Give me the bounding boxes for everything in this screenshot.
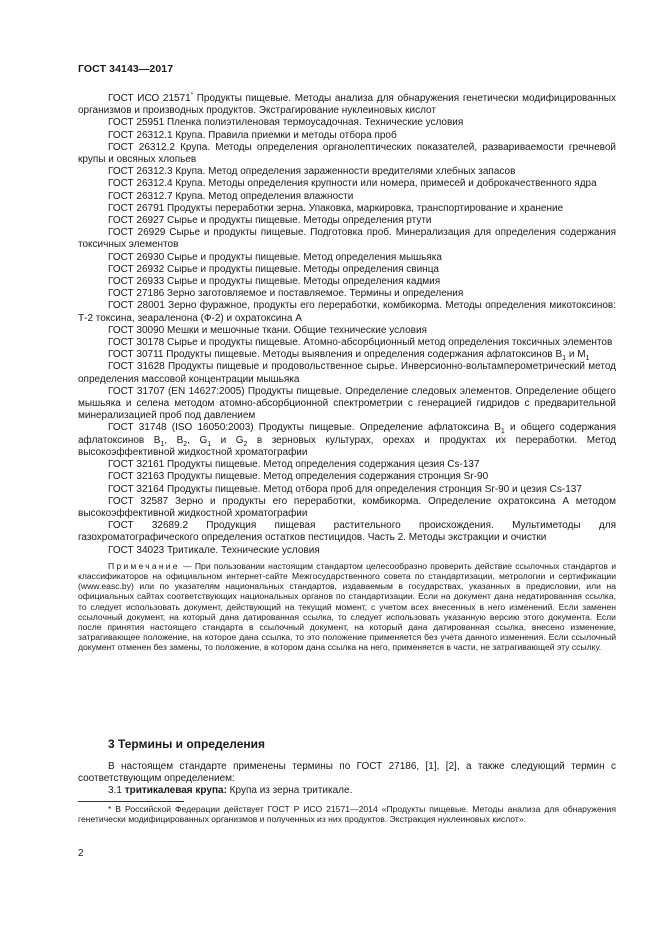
ref-item: ГОСТ 32689.2 Продукция пищевая растительного происхождения. Мультиметоды для газохроматографического определения остатков пестицидов. Часть 2. Методы экстракции и очистки xyxy=(78,520,616,544)
page-number: 2 xyxy=(78,848,84,859)
term-name: тритикалевая крупа: xyxy=(124,785,227,797)
ref-item: ГОСТ 30711 Продукты пищевые. Методы выявления и определения содержания афлатоксинов $B_1$ и $M_1$ xyxy=(108,349,590,363)
ref-item: ГОСТ 34023 Тритикале. Технические условия xyxy=(108,544,320,556)
ref-item: ГОСТ 26312.7 Крупа. Метод определения влажности xyxy=(108,190,354,202)
ref-item: ГОСТ 26312.1 Крупа. Правила приемки и методы отбора проб xyxy=(108,129,397,141)
ref-item: ГОСТ 26791 Продукты переработки зерна. Упаковка, маркировка, транспортирование и хранение xyxy=(108,202,564,214)
ref-item: ГОСТ 32164 Продукты пищевые. Метод отбора проб для определения стронция Sr-90 и цезия Cs-137 xyxy=(108,483,582,495)
ref-item: ГОСТ 25951 Пленка полиэтиленовая термоусадочная. Технические условия xyxy=(108,117,464,129)
ref-item: ГОСТ 26312.3 Крупа. Метод определения зараженности вредителями хлебных запасов xyxy=(108,166,516,178)
ref-item: ГОСТ 26312.4 Крупа. Методы определения крупности или номера, примесей и доброкачественного ядра xyxy=(108,178,597,190)
ref-item: ГОСТ 26933 Сырье и продукты пищевые. Методы определения кадмия xyxy=(108,276,441,288)
ref-item: ГОСТ 31707 (EN 14627:2005) Продукты пищевые. Определение следовых элементов. Определение общего мышьяка и селена методом атомно-абсорбционной спектрометрии с генерацией гидридов с предварительной минерализацией проб под давлением xyxy=(78,385,616,422)
ref-item: ГОСТ 26927 Сырье и продукты пищевые. Методы определения ртути xyxy=(108,215,432,227)
ref-item: ГОСТ 30090 Мешки и мешочные ткани. Общие технические условия xyxy=(108,324,427,336)
ref-item: ГОСТ 26932 Сырье и продукты пищевые. Методы определения свинца xyxy=(108,263,439,275)
ref-item: ГОСТ 26930 Сырье и продукты пищевые. Метод определения мышьяка xyxy=(108,251,442,263)
ref-item: ГОСТ 27186 Зерно заготовляемое и поставляемое. Термины и определения xyxy=(108,288,464,300)
ref-item: ГОСТ 30178 Сырье и продукты пищевые. Атомно-абсорбционный метод определения токсичных элементов xyxy=(108,337,613,349)
section-intro: В настоящем стандарте применены термины по ГОСТ 27186, [1], [2], а также следующий термин с соответствующим определением: xyxy=(78,761,616,785)
ref-item: ГОСТ 31748 (ISO 16050:2003) Продукты пищевые. Определение афлатоксина $B_1$ и общего содержания афлатоксинов $B_1$, $B_2$, $G_1$ и $G_2$ в зерновых культурах, орехах и продуктах их переработки. Метод высокоэффективной жидкостной хроматографии xyxy=(78,422,617,458)
note-text: — При пользовании настоящим стандартом целесообразно проверить действие ссылочных стандартов и классификаторов на официальном интернет-сайте Межгосударственного совета по стандартизации, метрологии и сертификации (www.easc.by) или по указателям национальных стандартов, издаваемым в государствах, указанных в предисловии, или на официальных сайтах соответствующих национальных органов по стандартизации. Если на документ дана недатированная ссылка, то следует использовать документ, действующий на текущий момент, с учетом всех внесенных в него изменений. Если заменен ссылочный документ, на который дана датированная ссылка, то следует использовать указанную версию этого документа. Если после принятия настоящего стандарта в ссылочный документ, на который дана датированная ссылка, внесено изменение, затрагивающее положение, на которое дана ссылка, то это положение применяется без учета данного изменения. Если ссылочный документ отменен без замены, то положение, в котором дана ссылка на него, применяется в части, не затрагивающей эту ссылку. xyxy=(78,560,616,653)
section-title: 3 Термины и определения xyxy=(108,737,266,751)
ref-item: ГОСТ ИСО 21571* Продукты пищевые. Методы анализа для обнаружения генетически модифицированных организмов и производных продуктов. Экстрагирование нуклеиновых кислот xyxy=(78,92,616,117)
note-label: Примечание xyxy=(108,560,180,571)
footnote-divider xyxy=(78,801,184,802)
term-definition: 3.1 тритикалевая крупа: Крупа из зерна тритикале. xyxy=(108,785,353,797)
ref-item: ГОСТ 32161 Продукты пищевые. Метод определения содержания цезия Cs-137 xyxy=(108,459,480,471)
ref-item: ГОСТ 32163 Продукты пищевые. Метод определения содержания стронция Sr-90 xyxy=(108,471,489,483)
document-header: ГОСТ 34143—2017 xyxy=(78,63,174,75)
normative-references xyxy=(78,93,616,661)
section-body xyxy=(78,761,616,798)
ref-item: ГОСТ 26312.2 Крупа. Методы определения органолептических показателей, развариваемости гречневой крупы и овсяных хлопьев xyxy=(78,141,616,166)
ref-item: ГОСТ 26929 Сырье и продукты пищевые. Подготовка проб. Минерализация для определения содержания токсичных элементов xyxy=(78,227,616,251)
reference-note xyxy=(78,561,616,653)
ref-item: ГОСТ 31628 Продукты пищевые и продовольственное сырье. Инверсионно-вольтамперометрический метод определения массовой концентрации мышьяка xyxy=(78,361,616,385)
footnote: * В Российской Федерации действует ГОСТ Р ИСО 21571—2014 «Продукты пищевые. Методы анализа для обнаружения генетически модифицированных организмов и полученных из них продуктов. Экстракция нуклеиновых кислот». xyxy=(78,804,616,825)
ref-item: ГОСТ 28001 Зерно фуражное, продукты его переработки, комбикорма. Методы определения микотоксинов: Т-2 токсина, зеараленона (Ф-2) и охратоксина А xyxy=(78,300,616,324)
ref-item: ГОСТ 32587 Зерно и продукты его переработки, комбикорма. Определение охратоксина А методом высокоэффективной жидкостной хроматографии xyxy=(78,495,616,519)
